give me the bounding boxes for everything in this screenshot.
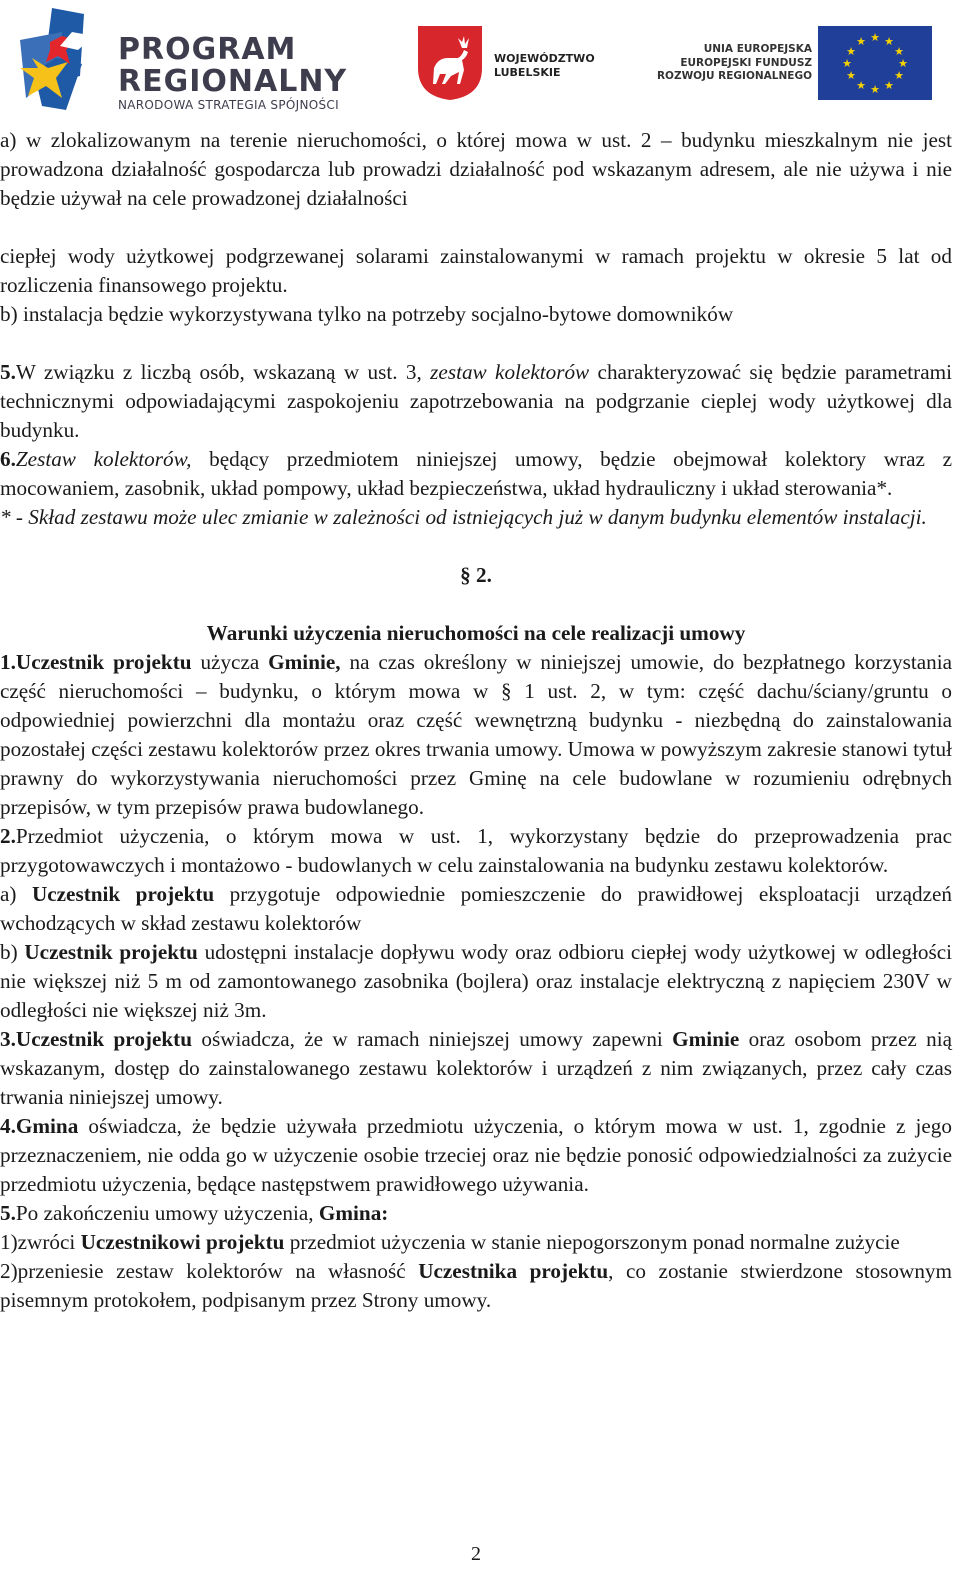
clause-1-bold: 1.Uczestnik projektu xyxy=(0,650,192,674)
paragraph-a-intro: a) w zlokalizowanym na terenie nieruchomości, o której mowa w ust. 2 – budynku mieszkalnym nie jest prowadzona działalność gospodarcza lub prowadzi działalność pod wskazanym adresem, ale nie używa i nie będzie używał na cele prowadzonej działalności xyxy=(0,128,952,210)
spacer xyxy=(0,329,952,358)
clause-5-2-bold: Uczestnika projektu xyxy=(418,1259,609,1283)
eu-line1: UNIA EUROPEJSKA xyxy=(703,43,812,55)
paragraph-6-italic: Zestaw kolektorów, xyxy=(15,447,192,471)
clause-5-2-text: , co zostanie stwierdzone stosownym pisemnym protokołem, podpisanym przez Strony umowy. xyxy=(0,1259,952,1312)
paragraph-hot-water: ciepłej wody użytkowej podgrzewanej solarami zainstalowanymi w ramach projektu w okresie 5 lat od rozliczenia finansowego projektu. xyxy=(0,244,952,297)
clause-2a-text: przygotuje odpowiednie pomieszczenie do prawidłowej eksploatacji urządzeń wchodzących w skład zestawu kolektorów xyxy=(0,882,952,935)
clause-4-bold: 4.Gmina xyxy=(0,1114,79,1138)
clause-2b-prefix: b) xyxy=(0,940,25,964)
clause-2a xyxy=(0,880,952,938)
svg-text:★: ★ xyxy=(856,79,866,92)
lubelskie-deer-shield-icon xyxy=(416,24,484,102)
program-title-line1: PROGRAM xyxy=(118,32,297,67)
clause-2a-prefix: a) xyxy=(0,882,32,906)
eu-line2: EUROPEJSKI FUNDUSZ xyxy=(680,57,812,69)
paragraph-6-text: będący przedmiotem niniejszej umowy, będzie obejmował kolektory wraz z mocowaniem, zasobnik, układ pompowy, układ bezpieczeństwa, układ hydrauliczny i układ sterowania*. xyxy=(0,447,952,500)
paragraph-6-number: 6. xyxy=(0,447,16,471)
clause-4 xyxy=(0,1112,952,1199)
paragraph-5-text-a: W związku z liczbą osób, wskazaną w ust. 3, xyxy=(15,360,431,384)
svg-text:★: ★ xyxy=(842,57,852,70)
program-regionalny-logo xyxy=(8,4,378,116)
paragraph-5-italic: zestaw kolektorów xyxy=(430,360,590,384)
clause-3-text-a: oświadcza, że w ramach niniejszej umowy zapewni xyxy=(192,1027,673,1051)
clause-2 xyxy=(0,822,952,880)
section-title: Warunki użyczenia nieruchomości na cele realizacji umowy xyxy=(206,621,746,645)
eu-flag-icon xyxy=(818,26,932,100)
clause-2b-bold: Uczestnik projektu xyxy=(24,940,198,964)
clause-5-number: 5. xyxy=(0,1201,16,1225)
footnote-star-text: * - Skład zestawu może ulec zmianie w zależności od istniejących już w danym budynku elementów instalacji. xyxy=(0,505,927,529)
clause-5 xyxy=(0,1199,952,1228)
footnote-star xyxy=(0,503,952,532)
svg-text:★: ★ xyxy=(846,45,856,58)
clause-3 xyxy=(0,1025,952,1112)
clause-2b xyxy=(0,938,952,1025)
clause-2-text: Przedmiot użyczenia, o którym mowa w ust. 1, wykorzystany będzie do przeprowadzenia prac przygotowawczych i montażowo - budowlanych w celu zainstalowania na budynku zestawu kolektorów. xyxy=(0,824,952,877)
program-title-line2: REGIONALNY xyxy=(118,64,348,99)
clause-5-1-text: przedmiot użyczenia w stanie niepogorszonym ponad normalne zużycie xyxy=(284,1230,900,1254)
svg-text:★: ★ xyxy=(884,79,894,92)
wojewodztwo-lubelskie-logo xyxy=(414,22,614,104)
svg-text:★: ★ xyxy=(894,45,904,58)
svg-text:★: ★ xyxy=(870,83,880,96)
page-header xyxy=(0,0,960,122)
svg-text:★: ★ xyxy=(894,69,904,82)
section-number: § 2. xyxy=(460,563,492,587)
document-body xyxy=(0,126,952,1315)
region-name-line2: LUBELSKIE xyxy=(494,66,561,79)
clause-5-1-prefix: 1)zwróci xyxy=(0,1230,81,1254)
clause-1-bold2: Gminie, xyxy=(268,650,341,674)
clause-5-bold: Gmina: xyxy=(318,1201,389,1225)
spacer xyxy=(0,590,952,619)
paragraph-5-number: 5. xyxy=(0,360,16,384)
clause-5-item-1 xyxy=(0,1228,952,1257)
spacer xyxy=(0,532,952,561)
clause-4-text: oświadcza, że będzie używała przedmiotu użyczenia, o którym mowa w ust. 1, zgodnie z jego przeznaczeniem, nie odda go w użyczenie osobie trzeciej oraz nie będzie ponosić odpowiedzialności za zużycie przedmiotu użyczenia, będące następstwem prawidłowego używania. xyxy=(0,1114,952,1196)
clause-5-item-2 xyxy=(0,1257,952,1315)
clause-3-bold2: Gminie xyxy=(672,1027,740,1051)
paragraph-5 xyxy=(0,358,952,445)
clause-1 xyxy=(0,648,952,822)
clause-1-text-a: użycza xyxy=(191,650,269,674)
clause-5-1-bold: Uczestnikowi projektu xyxy=(80,1230,285,1254)
clause-2a-bold: Uczestnik projektu xyxy=(31,882,215,906)
clause-5-2-prefix: 2)przeniesie zestaw kolektorów na własność xyxy=(0,1259,419,1283)
svg-text:★: ★ xyxy=(856,35,866,48)
svg-text:★: ★ xyxy=(898,57,908,70)
region-name-line1: WOJEWÓDZTWO xyxy=(494,52,595,65)
clause-3-bold: 3.Uczestnik projektu xyxy=(0,1027,192,1051)
svg-text:★: ★ xyxy=(870,31,880,44)
eu-line3: ROZWOJU REGIONALNEGO xyxy=(656,70,812,82)
paragraph-6 xyxy=(0,445,952,503)
eu-regional-fund-logo xyxy=(640,26,940,104)
clause-2-number: 2. xyxy=(0,824,16,848)
clause-2b-text: udostępni instalacje dopływu wody oraz odbioru ciepłej wody użytkowej w odległości nie większej niż 5 m od zamontowanego zasobnika (bojlera) oraz instalacje elektryczną z napięciem 230V w odległości nie większej niż 3m. xyxy=(0,940,952,1022)
clause-5-text: Po zakończeniu umowy użyczenia, xyxy=(15,1201,319,1225)
paragraph-5-text-b: charakteryzować się będzie parametrami technicznymi odpowiadającymi zaspokojeniu zapotrzebowania na podgrzanie cieplej wody użytkowej dla budynku. xyxy=(0,360,952,442)
clause-3-text-b: oraz osobom przez nią wskazanym, dostęp do zainstalowanego zestawu kolektorów i urządzeń z nim związanych, przez cały czas trwania niniejszej umowy. xyxy=(0,1027,952,1109)
svg-text:★: ★ xyxy=(846,69,856,82)
clause-1-text-b: na czas określony w niniejszej umowie, do bezpłatnego korzystania część nieruchomości – budynku, o którym mowa w § 1 ust. 2, w tym: część dachu/ściany/gruntu o odpowiedniej powierzchni dla montażu oraz część wewnętrzną budynku - niezbędną do zainstalowania pozostałej części zestawu kolektorów przez okres trwania umowy. Umowa w powyższym zakresie stanowi tytuł prawny do wykorzystywania nieruchomości przez Gminę na cele budowlane w rozumieniu odrębnych przepisów, w tym przepisów prawa budowlanego. xyxy=(0,650,952,819)
spacer xyxy=(0,213,952,242)
paragraph-b: b) instalacja będzie wykorzystywana tylko na potrzeby socjalno-bytowe domowników xyxy=(0,302,734,326)
program-subtitle: NARODOWA STRATEGIA SPÓJNOŚCI xyxy=(118,98,339,112)
program-regionalny-star-icon xyxy=(12,6,112,114)
page-number: 2 xyxy=(471,1543,481,1565)
svg-text:★: ★ xyxy=(884,35,894,48)
